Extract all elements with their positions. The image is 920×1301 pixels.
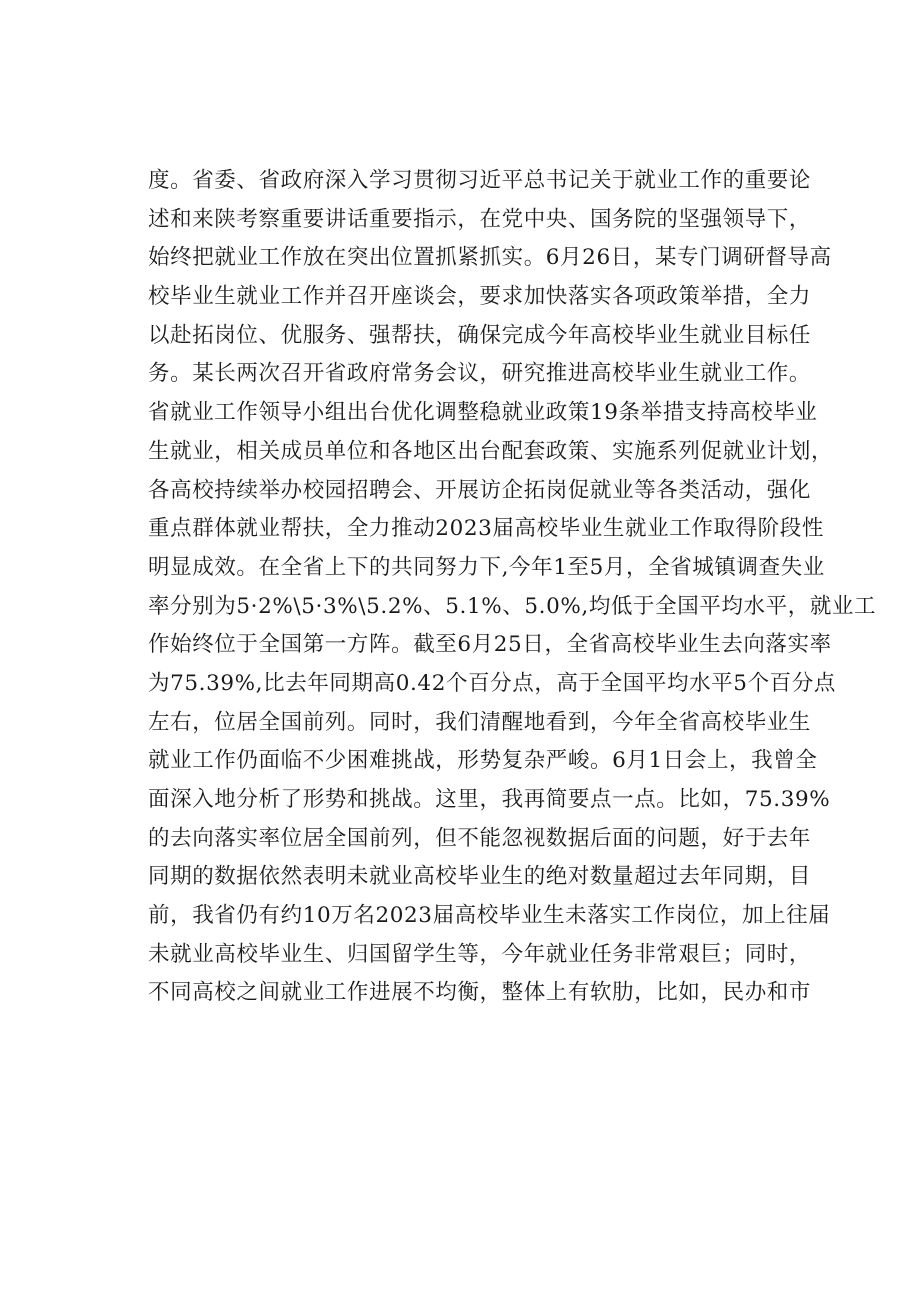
text-line-9: 各高校持续举办校园招聘会、开展访企拓岗促就业等各类活动，强化 (148, 477, 812, 503)
text-line-22: 不同高校之间就业工作进展不均衡，整体上有软肋，比如，民办和市 (148, 980, 812, 1006)
text-line-14: 为75.39%,比去年同期高0.42个百分点，高于全国平均水平5个百分点 (148, 670, 836, 696)
text-line-5: 以赴拓岗位、优服务、强帮扶，确保完成今年高校毕业生就业目标任 (148, 322, 812, 348)
text-line-21: 未就业高校毕业生、归国留学生等，今年就业任务非常艰巨；同时， (148, 941, 812, 967)
text-line-10: 重点群体就业帮扶，全力推动2023届高校毕业生就业工作取得阶段性 (148, 516, 824, 542)
text-line-8: 生就业，相关成员单位和各地区出台配套政策、实施系列促就业计划， (148, 438, 834, 464)
text-line-17: 面深入地分析了形势和挑战。这里，我再简要点一点。比如，75.39% (148, 787, 831, 812)
text-line-12: 率分别为5·2%\5·3%\5.2%、5.1%、5.0%,均低于全国平均水平，就业工 (148, 593, 877, 619)
text-line-20: 前，我省仍有约10万名2023届高校毕业生未落实工作岗位，加上往届 (148, 903, 831, 929)
text-line-11: 明显成效。在全省上下的共同努力下,今年1至5月，全省城镇调查失业 (148, 554, 825, 580)
text-line-18: 的去向落实率位居全国前列，但不能忽视数据后面的问题，好于去年 (148, 825, 812, 851)
body-text (148, 162, 877, 1013)
text-line-1: 度。省委、省政府深入学习贯彻习近平总书记关于就业工作的重要论 (148, 168, 812, 193)
text-line-6: 务。某长两次召开省政府常务会议，研究推进高校毕业生就业工作。 (148, 361, 812, 387)
text-line-7: 省就业工作领导小组出台优化调整稳就业政策19条举措支持高校毕业 (148, 400, 818, 426)
text-line-15: 左右，位居全国前列。同时，我们清醒地看到，今年全省高校毕业生 (148, 709, 812, 735)
text-line-19: 同期的数据依然表明未就业高校毕业生的绝对数量超过去年同期，目 (148, 864, 812, 890)
text-line-2: 述和来陕考察重要讲话重要指示，在党中央、国务院的坚强领导下， (148, 206, 812, 232)
text-line-16: 就业工作仍面临不少困难挑战，形势复杂严峻。6月1日会上，我曾全 (148, 748, 818, 774)
text-line-3: 始终把就业工作放在突出位置抓紧抓实。6月26日，某专门调研督导高 (148, 245, 832, 271)
text-line-13: 作始终位于全国第一方阵。截至6月25日，全省高校毕业生去向落实率 (148, 632, 832, 658)
text-line-4: 校毕业生就业工作并召开座谈会，要求加快落实各项政策举措，全力 (148, 284, 812, 310)
